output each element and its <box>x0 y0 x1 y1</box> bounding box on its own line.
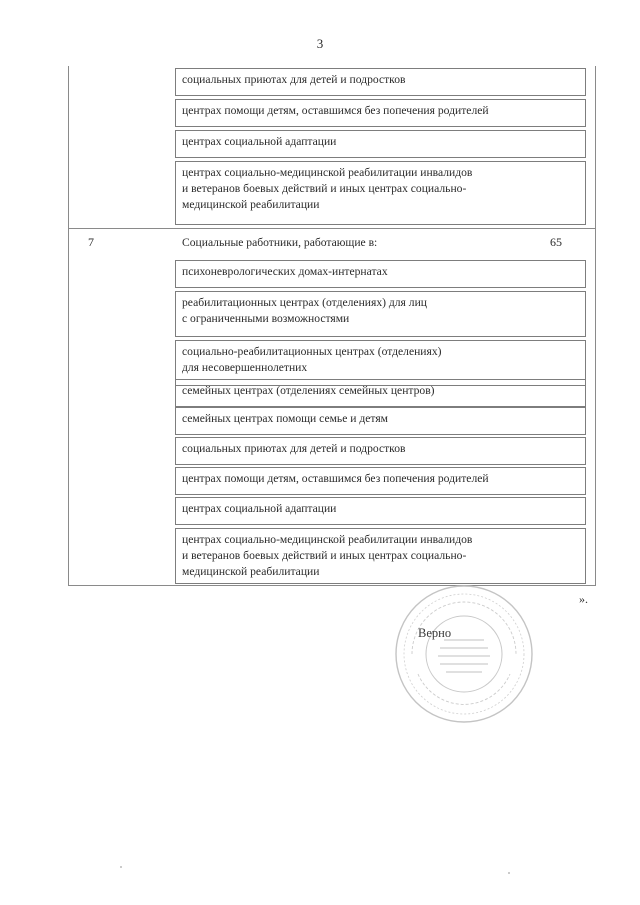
table-row <box>175 497 586 525</box>
closing-quote: ». <box>579 592 588 606</box>
section-separator <box>68 228 596 229</box>
table-row <box>175 379 586 407</box>
row-text: центрах социально-медицинской реабилитации инвалидов <box>182 533 473 546</box>
section-header-text: Социальные работники, работающие в: <box>182 236 378 249</box>
row-text: медицинской реабилитации <box>182 198 320 211</box>
table-row <box>175 528 586 584</box>
row-text: психоневрологических домах-интернатах <box>182 265 388 278</box>
row-text: центрах социально-медицинской реабилитации инвалидов <box>182 166 473 179</box>
table-row <box>175 407 586 435</box>
table-row <box>175 437 586 465</box>
row-text: социальных приютах для детей и подростков <box>182 73 406 86</box>
table-left-rule <box>68 66 69 586</box>
table-row <box>175 291 586 337</box>
row-text: и ветеранов боевых действий и иных центрах социально- <box>182 549 467 562</box>
row-text: семейных центрах (отделениях семейных центров) <box>182 384 435 397</box>
table-row <box>175 467 586 495</box>
row-text: семейных центрах помощи семье и детям <box>182 412 388 425</box>
scan-speck <box>120 866 122 868</box>
row-text: центрах помощи детям, оставшимся без попечения родителей <box>182 472 489 485</box>
table-row <box>175 161 586 225</box>
row-text: центрах социальной адаптации <box>182 135 337 148</box>
row-text: центрах социальной адаптации <box>182 502 337 515</box>
data-table <box>68 66 596 586</box>
row-text: социальных приютах для детей и подростков <box>182 442 406 455</box>
row-number-7: 7 <box>88 235 94 249</box>
table-right-rule <box>595 66 596 586</box>
row-text: медицинской реабилитации <box>182 565 320 578</box>
row-text: социально-реабилитационных центрах (отделениях) <box>182 345 442 358</box>
table-row <box>175 68 586 96</box>
row-text: для несовершеннолетних <box>182 361 308 374</box>
scan-speck <box>508 872 510 874</box>
table-row <box>175 260 586 288</box>
row-value-65: 65 <box>550 235 562 249</box>
round-seal-stamp <box>392 582 536 726</box>
row-text: центрах помощи детям, оставшимся без попечения родителей <box>182 104 489 117</box>
row-text: реабилитационных центрах (отделениях) для лиц <box>182 296 427 309</box>
row-text: с ограниченными возможностями <box>182 312 350 325</box>
table-row <box>175 99 586 127</box>
page-number: 3 <box>316 36 324 51</box>
verno-signature-label: Верно <box>418 626 452 640</box>
row-text: и ветеранов боевых действий и иных центрах социально- <box>182 182 467 195</box>
section-header <box>175 231 586 259</box>
table-row <box>175 130 586 158</box>
